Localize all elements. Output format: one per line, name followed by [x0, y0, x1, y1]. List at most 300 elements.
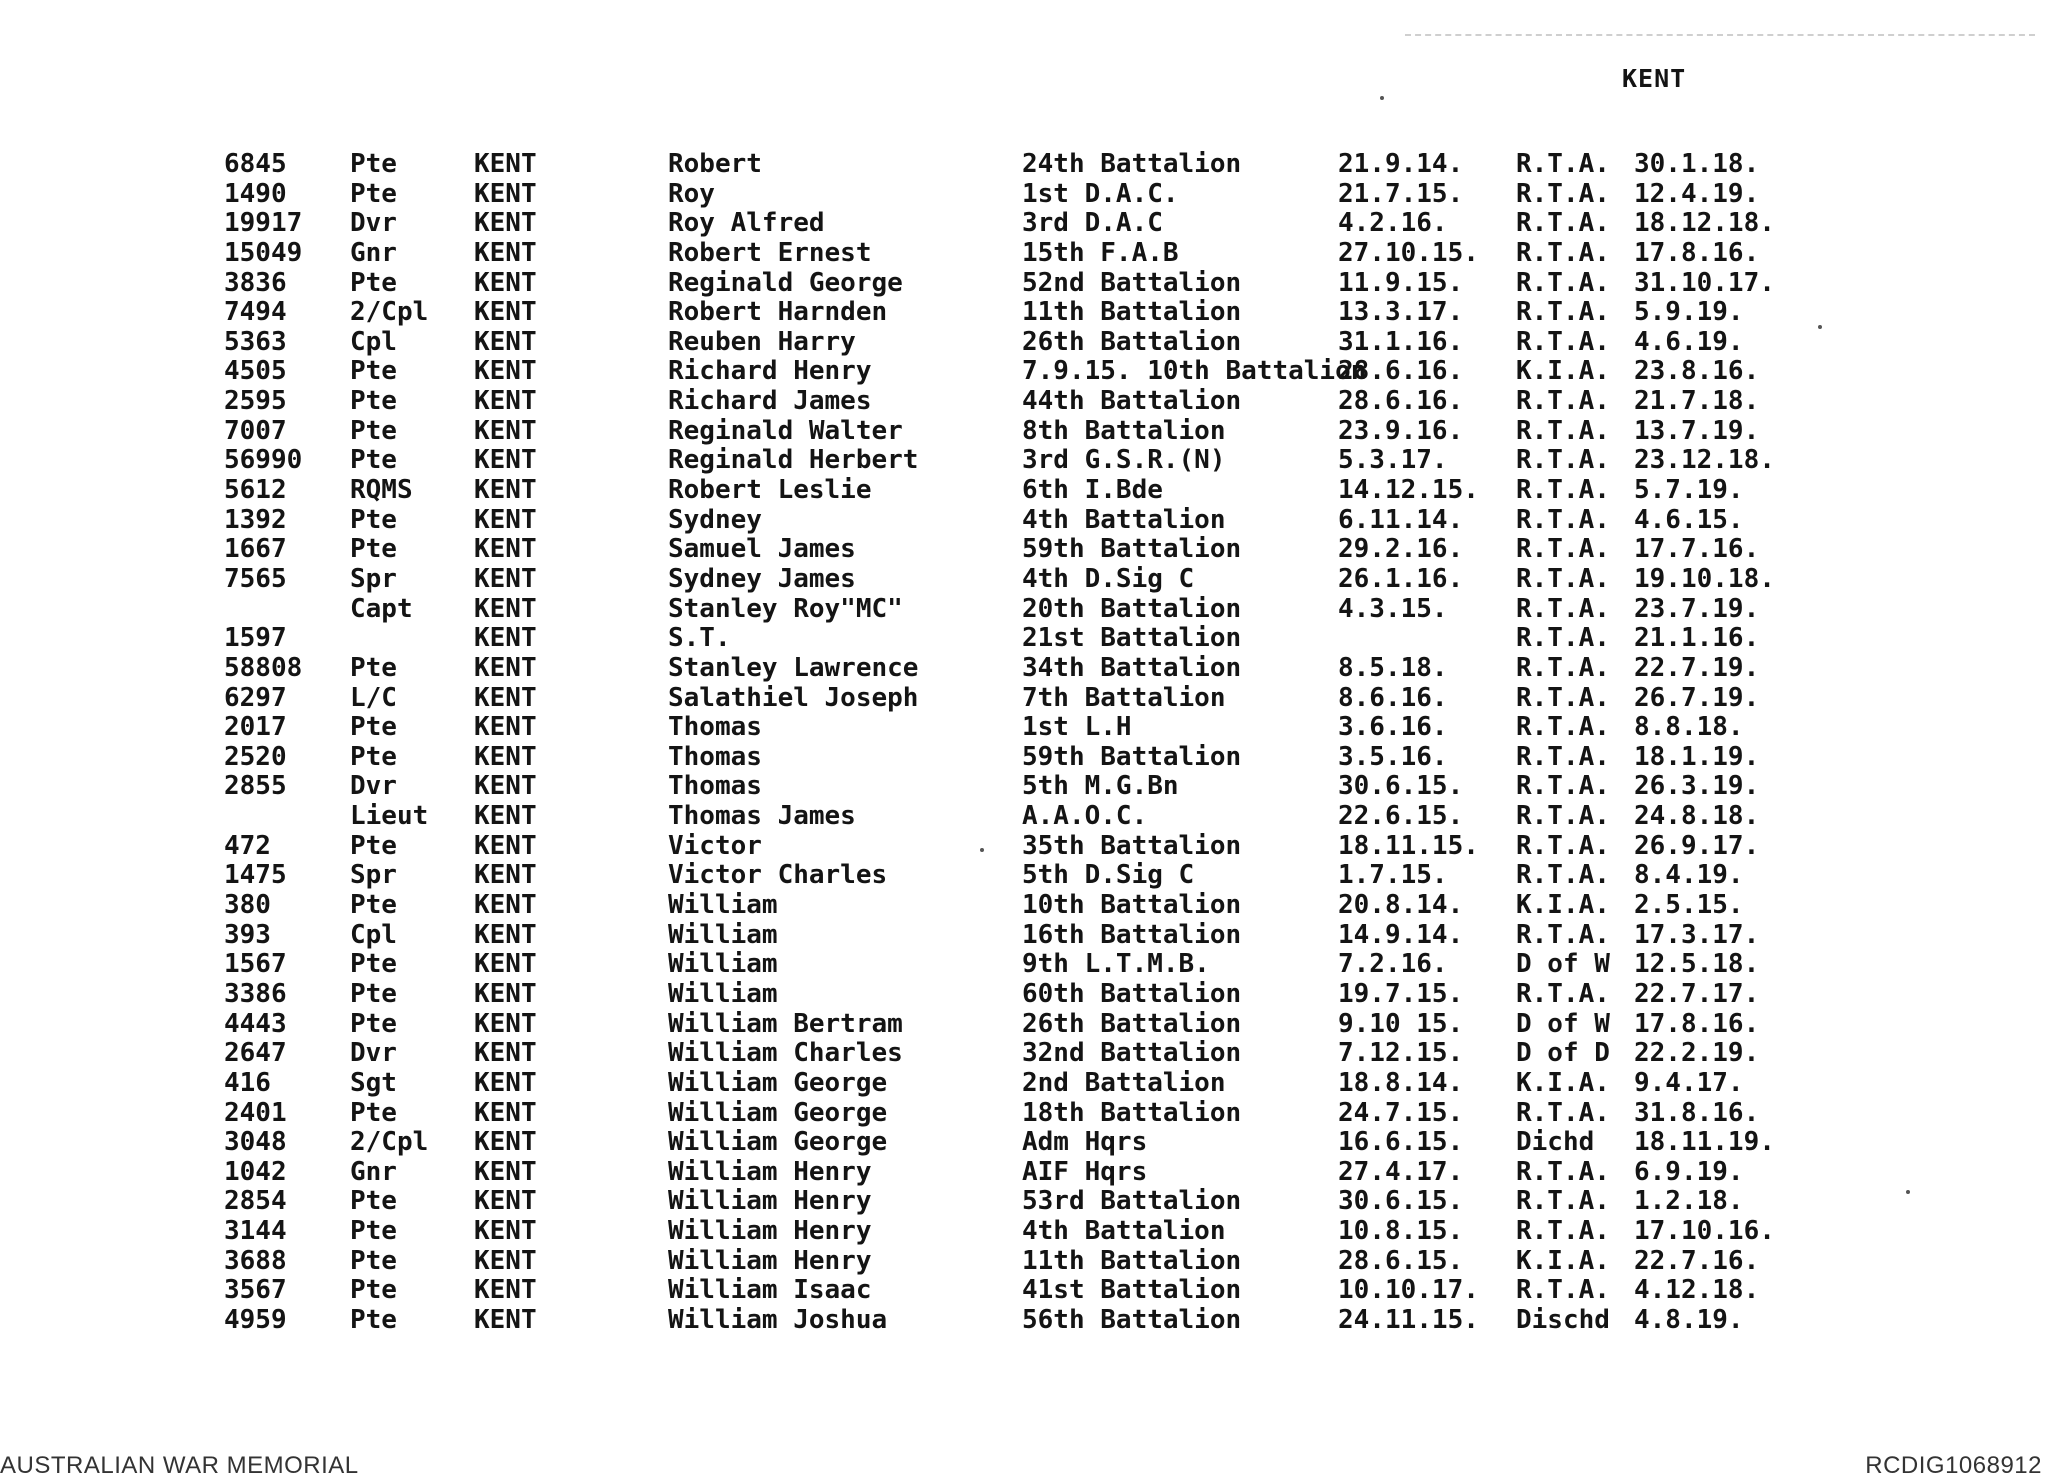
fate-date-cell: 8.8.18.: [1634, 712, 1744, 743]
service-number-cell: 2647: [224, 1038, 287, 1069]
rank-cell: Pte: [350, 534, 397, 565]
record-id-label: RCDIG1068912: [1865, 1452, 2042, 1479]
fate-cell: R.T.A.: [1516, 1186, 1610, 1217]
service-number-cell: 3048: [224, 1127, 287, 1158]
fate-date-cell: 22.7.16.: [1634, 1245, 1760, 1276]
surname-cell: KENT: [474, 1186, 537, 1217]
rank-cell: Pte: [350, 712, 397, 743]
surname-cell: KENT: [474, 623, 537, 654]
unit-cell: 5th M.G.Bn: [1022, 771, 1179, 802]
fate-date-cell: 17.8.16.: [1634, 1008, 1760, 1039]
surname-heading: KENT: [1622, 64, 1687, 93]
given-names-cell: William Bertram: [668, 1008, 903, 1039]
surname-cell: KENT: [474, 563, 537, 594]
enlistment-date-cell: 10.8.15.: [1338, 1216, 1464, 1247]
given-names-cell: Sydney James: [668, 563, 856, 594]
surname-cell: KENT: [474, 919, 537, 950]
enlistment-date-cell: 29.2.16.: [1338, 534, 1464, 565]
surname-cell: KENT: [474, 652, 537, 683]
service-number-cell: 1042: [224, 1156, 287, 1187]
unit-cell: 26th Battalion: [1022, 1008, 1242, 1039]
given-names-cell: Roy: [668, 178, 715, 209]
unit-cell: 4th D.Sig C: [1022, 563, 1195, 594]
unit-cell: 44th Battalion: [1022, 386, 1242, 417]
service-number-cell: 2855: [224, 771, 287, 802]
enlistment-date-cell: 3.5.16.: [1338, 741, 1448, 772]
fate-cell: R.T.A.: [1516, 682, 1610, 713]
rank-cell: Pte: [350, 356, 397, 387]
surname-cell: KENT: [474, 771, 537, 802]
service-number-cell: 4505: [224, 356, 287, 387]
fate-cell: R.T.A.: [1516, 801, 1610, 832]
surname-cell: KENT: [474, 682, 537, 713]
fate-cell: R.T.A.: [1516, 534, 1610, 565]
table-row: [224, 624, 1834, 654]
rank-cell: Pte: [350, 652, 397, 683]
service-number-cell: 380: [224, 890, 271, 921]
table-row: [224, 476, 1834, 506]
fate-cell: R.T.A.: [1516, 1216, 1610, 1247]
fate-date-cell: 4.12.18.: [1634, 1275, 1760, 1306]
fate-cell: R.T.A.: [1516, 445, 1610, 476]
enlistment-date-cell: 4.3.15.: [1338, 593, 1448, 624]
fate-cell: R.T.A.: [1516, 267, 1610, 298]
unit-cell: 35th Battalion: [1022, 830, 1242, 861]
surname-cell: KENT: [474, 237, 537, 268]
table-row: [224, 832, 1834, 862]
fate-cell: R.T.A.: [1516, 208, 1610, 239]
service-number-cell: 3386: [224, 978, 287, 1009]
rank-cell: Pte: [350, 504, 397, 535]
given-names-cell: William: [668, 949, 778, 980]
enlistment-date-cell: 19.7.15.: [1338, 978, 1464, 1009]
fate-date-cell: 24.8.18.: [1634, 801, 1760, 832]
given-names-cell: William: [668, 890, 778, 921]
enlistment-date-cell: 24.11.15.: [1338, 1304, 1479, 1335]
rank-cell: Spr: [350, 860, 397, 891]
service-number-cell: 58808: [224, 652, 303, 683]
rank-cell: Pte: [350, 445, 397, 476]
fate-cell: R.T.A.: [1516, 593, 1610, 624]
fate-date-cell: 22.2.19.: [1634, 1038, 1760, 1069]
enlistment-date-cell: 30.6.15.: [1338, 1186, 1464, 1217]
unit-cell: 2nd Battalion: [1022, 1067, 1226, 1098]
unit-cell: 1st L.H: [1022, 712, 1132, 743]
surname-cell: KENT: [474, 267, 537, 298]
enlistment-date-cell: 23.9.16.: [1338, 415, 1464, 446]
surname-cell: KENT: [474, 830, 537, 861]
table-row: [224, 239, 1834, 269]
service-number-cell: 6845: [224, 149, 287, 179]
rank-cell: Dvr: [350, 1038, 397, 1069]
fate-date-cell: 23.7.19.: [1634, 593, 1760, 624]
fate-date-cell: 17.3.17.: [1634, 919, 1760, 950]
fate-date-cell: 23.12.18.: [1634, 445, 1775, 476]
unit-cell: 7.9.15. 10th Battalion: [1022, 356, 1367, 387]
enlistment-date-cell: 24.7.15.: [1338, 1097, 1464, 1128]
enlistment-date-cell: 8.6.16.: [1338, 682, 1448, 713]
unit-cell: 4th Battalion: [1022, 1216, 1226, 1247]
fate-date-cell: 17.7.16.: [1634, 534, 1760, 565]
enlistment-date-cell: 5.3.17.: [1338, 445, 1448, 476]
table-row: [224, 772, 1834, 802]
fate-cell: R.T.A.: [1516, 415, 1610, 446]
given-names-cell: Reginald George: [668, 267, 903, 298]
rank-cell: Pte: [350, 741, 397, 772]
given-names-cell: William Isaac: [668, 1275, 872, 1306]
table-row: [224, 1099, 1834, 1129]
service-number-cell: 2520: [224, 741, 287, 772]
table-row: [224, 506, 1834, 536]
rank-cell: Capt: [350, 593, 413, 624]
scan-speck: [980, 848, 984, 852]
institution-label: AUSTRALIAN WAR MEMORIAL: [0, 1452, 359, 1479]
rank-cell: 2/Cpl: [350, 1127, 429, 1158]
fate-date-cell: 21.1.16.: [1634, 623, 1760, 654]
table-row: [224, 209, 1834, 239]
unit-cell: 59th Battalion: [1022, 534, 1242, 565]
given-names-cell: Thomas: [668, 712, 762, 743]
fate-cell: D of D: [1516, 1038, 1610, 1069]
unit-cell: 60th Battalion: [1022, 978, 1242, 1009]
given-names-cell: Richard Henry: [668, 356, 872, 387]
scan-speck: [1818, 325, 1822, 329]
service-number-cell: 6297: [224, 682, 287, 713]
unit-cell: 5th D.Sig C: [1022, 860, 1195, 891]
fate-date-cell: 17.10.16.: [1634, 1216, 1775, 1247]
enlistment-date-cell: 14.12.15.: [1338, 475, 1479, 506]
table-row: [224, 1158, 1834, 1188]
fate-date-cell: 5.9.19.: [1634, 297, 1744, 328]
surname-cell: KENT: [474, 1008, 537, 1039]
fate-date-cell: 31.10.17.: [1634, 267, 1775, 298]
unit-cell: 21st Battalion: [1022, 623, 1242, 654]
fate-date-cell: 26.7.19.: [1634, 682, 1760, 713]
enlistment-date-cell: 21.7.15.: [1338, 178, 1464, 209]
rank-cell: Pte: [350, 267, 397, 298]
fate-date-cell: 22.7.17.: [1634, 978, 1760, 1009]
given-names-cell: Victor: [668, 830, 762, 861]
table-row: [224, 150, 1834, 180]
rank-cell: Pte: [350, 1008, 397, 1039]
surname-cell: KENT: [474, 356, 537, 387]
enlistment-date-cell: 9.10 15.: [1338, 1008, 1464, 1039]
given-names-cell: William Joshua: [668, 1304, 888, 1335]
fate-date-cell: 6.9.19.: [1634, 1156, 1744, 1187]
fate-date-cell: 12.4.19.: [1634, 178, 1760, 209]
given-names-cell: Thomas: [668, 741, 762, 772]
table-row: [224, 417, 1834, 447]
fate-date-cell: 18.11.19.: [1634, 1127, 1775, 1158]
fate-date-cell: 13.7.19.: [1634, 415, 1760, 446]
surname-cell: KENT: [474, 386, 537, 417]
surname-cell: KENT: [474, 1275, 537, 1306]
table-row: [224, 595, 1834, 625]
surname-cell: KENT: [474, 1127, 537, 1158]
table-row: [224, 446, 1834, 476]
table-row: [224, 535, 1834, 565]
service-number-cell: 5363: [224, 326, 287, 357]
surname-cell: KENT: [474, 1304, 537, 1335]
given-names-cell: Salathiel Joseph: [668, 682, 919, 713]
rank-cell: Pte: [350, 1245, 397, 1276]
unit-cell: 3rd G.S.R.(N): [1022, 445, 1226, 476]
rank-cell: Pte: [350, 415, 397, 446]
rank-cell: Dvr: [350, 208, 397, 239]
surname-cell: KENT: [474, 741, 537, 772]
fate-date-cell: 8.4.19.: [1634, 860, 1744, 891]
table-row: [224, 298, 1834, 328]
given-names-cell: William Henry: [668, 1156, 872, 1187]
service-number-cell: 4959: [224, 1304, 287, 1335]
unit-cell: Adm Hqrs: [1022, 1127, 1148, 1158]
enlistment-date-cell: 22.6.15.: [1338, 801, 1464, 832]
surname-cell: KENT: [474, 1245, 537, 1276]
surname-cell: KENT: [474, 801, 537, 832]
given-names-cell: S.T.: [668, 623, 731, 654]
fate-cell: R.T.A.: [1516, 149, 1610, 179]
rank-cell: Cpl: [350, 919, 397, 950]
service-number-cell: 1667: [224, 534, 287, 565]
given-names-cell: Reuben Harry: [668, 326, 856, 357]
given-names-cell: Robert Harnden: [668, 297, 888, 328]
enlistment-date-cell: 30.6.15.: [1338, 771, 1464, 802]
unit-cell: 7th Battalion: [1022, 682, 1226, 713]
enlistment-date-cell: 7.2.16.: [1338, 949, 1448, 980]
unit-cell: 1st D.A.C.: [1022, 178, 1179, 209]
unit-cell: 20th Battalion: [1022, 593, 1242, 624]
rank-cell: Pte: [350, 1275, 397, 1306]
service-number-cell: 19917: [224, 208, 303, 239]
table-row: [224, 1306, 1834, 1336]
unit-cell: 9th L.T.M.B.: [1022, 949, 1210, 980]
enlistment-date-cell: 3.6.16.: [1338, 712, 1448, 743]
surname-cell: KENT: [474, 208, 537, 239]
unit-cell: 8th Battalion: [1022, 415, 1226, 446]
unit-cell: 59th Battalion: [1022, 741, 1242, 772]
table-row: [224, 950, 1834, 980]
fate-date-cell: 19.10.18.: [1634, 563, 1775, 594]
service-number-cell: 2017: [224, 712, 287, 743]
surname-cell: KENT: [474, 534, 537, 565]
enlistment-date-cell: 4.2.16.: [1338, 208, 1448, 239]
unit-cell: 24th Battalion: [1022, 149, 1242, 179]
surname-cell: KENT: [474, 1038, 537, 1069]
fate-cell: R.T.A.: [1516, 978, 1610, 1009]
unit-cell: 56th Battalion: [1022, 1304, 1242, 1335]
fate-date-cell: 4.8.19.: [1634, 1304, 1744, 1335]
given-names-cell: Stanley Lawrence: [668, 652, 919, 683]
enlistment-date-cell: 28.6.15.: [1338, 1245, 1464, 1276]
surname-cell: KENT: [474, 949, 537, 980]
surname-cell: KENT: [474, 149, 537, 179]
table-row: [224, 980, 1834, 1010]
surname-cell: KENT: [474, 593, 537, 624]
table-row: [224, 1010, 1834, 1040]
fate-cell: K.I.A.: [1516, 1245, 1610, 1276]
unit-cell: 11th Battalion: [1022, 297, 1242, 328]
fate-cell: R.T.A.: [1516, 1275, 1610, 1306]
surname-cell: KENT: [474, 890, 537, 921]
table-row: [224, 180, 1834, 210]
enlistment-date-cell: 1.7.15.: [1338, 860, 1448, 891]
rank-cell: Pte: [350, 978, 397, 1009]
unit-cell: 34th Battalion: [1022, 652, 1242, 683]
given-names-cell: William Henry: [668, 1216, 872, 1247]
unit-cell: 32nd Battalion: [1022, 1038, 1242, 1069]
service-number-cell: 416: [224, 1067, 271, 1098]
unit-cell: 10th Battalion: [1022, 890, 1242, 921]
fate-cell: R.T.A.: [1516, 326, 1610, 357]
rank-cell: Pte: [350, 1216, 397, 1247]
table-row: [224, 684, 1834, 714]
service-number-cell: 3567: [224, 1275, 287, 1306]
table-row: [224, 1276, 1834, 1306]
service-number-cell: 1597: [224, 623, 287, 654]
surname-cell: KENT: [474, 978, 537, 1009]
fate-cell: D of W: [1516, 1008, 1610, 1039]
service-number-cell: 7494: [224, 297, 287, 328]
unit-cell: 4th Battalion: [1022, 504, 1226, 535]
given-names-cell: William Henry: [668, 1186, 872, 1217]
enlistment-date-cell: 20.8.14.: [1338, 890, 1464, 921]
enlistment-date-cell: 28.6.16.: [1338, 386, 1464, 417]
fate-date-cell: 26.9.17.: [1634, 830, 1760, 861]
table-row: [224, 357, 1834, 387]
table-row: [224, 387, 1834, 417]
fate-cell: R.T.A.: [1516, 563, 1610, 594]
given-names-cell: William Henry: [668, 1245, 872, 1276]
fate-date-cell: 18.12.18.: [1634, 208, 1775, 239]
rank-cell: Pte: [350, 1304, 397, 1335]
table-row: [224, 565, 1834, 595]
rank-cell: Pte: [350, 1186, 397, 1217]
rank-cell: Spr: [350, 563, 397, 594]
service-number-cell: 5612: [224, 475, 287, 506]
unit-cell: 15th F.A.B: [1022, 237, 1179, 268]
surname-cell: KENT: [474, 504, 537, 535]
service-number-cell: 3144: [224, 1216, 287, 1247]
table-row: [224, 921, 1834, 951]
fate-cell: R.T.A.: [1516, 1097, 1610, 1128]
fate-cell: K.I.A.: [1516, 1067, 1610, 1098]
rank-cell: Cpl: [350, 326, 397, 357]
rank-cell: Pte: [350, 1097, 397, 1128]
service-number-cell: 1490: [224, 178, 287, 209]
rank-cell: Pte: [350, 949, 397, 980]
enlistment-date-cell: 28.6.16.: [1338, 356, 1464, 387]
fate-cell: R.T.A.: [1516, 860, 1610, 891]
fate-date-cell: 2.5.15.: [1634, 890, 1744, 921]
rank-cell: Sgt: [350, 1067, 397, 1098]
table-row: [224, 1039, 1834, 1069]
enlistment-date-cell: 26.1.16.: [1338, 563, 1464, 594]
enlistment-date-cell: 8.5.18.: [1338, 652, 1448, 683]
enlistment-date-cell: 18.8.14.: [1338, 1067, 1464, 1098]
service-number-cell: 4443: [224, 1008, 287, 1039]
scan-speck: [1380, 96, 1384, 100]
fate-cell: R.T.A.: [1516, 386, 1610, 417]
table-row: [224, 1247, 1834, 1277]
surname-cell: KENT: [474, 1156, 537, 1187]
given-names-cell: Roy Alfred: [668, 208, 825, 239]
fate-date-cell: 4.6.15.: [1634, 504, 1744, 535]
service-number-cell: 2401: [224, 1097, 287, 1128]
rank-cell: 2/Cpl: [350, 297, 429, 328]
enlistment-date-cell: 27.4.17.: [1338, 1156, 1464, 1187]
given-names-cell: William George: [668, 1127, 888, 1158]
service-number-cell: 1567: [224, 949, 287, 980]
fate-cell: R.T.A.: [1516, 712, 1610, 743]
given-names-cell: Thomas James: [668, 801, 856, 832]
given-names-cell: Richard James: [668, 386, 872, 417]
given-names-cell: Stanley Roy"MC": [668, 593, 903, 624]
unit-cell: 26th Battalion: [1022, 326, 1242, 357]
surname-cell: KENT: [474, 178, 537, 209]
table-row: [224, 269, 1834, 299]
service-number-cell: 472: [224, 830, 271, 861]
service-number-cell: 15049: [224, 237, 303, 268]
fate-date-cell: 9.4.17.: [1634, 1067, 1744, 1098]
table-row: [224, 713, 1834, 743]
fate-date-cell: 12.5.18.: [1634, 949, 1760, 980]
enlistment-date-cell: 16.6.15.: [1338, 1127, 1464, 1158]
fate-cell: R.T.A.: [1516, 1156, 1610, 1187]
enlistment-date-cell: 6.11.14.: [1338, 504, 1464, 535]
fate-cell: R.T.A.: [1516, 623, 1610, 654]
fate-date-cell: 22.7.19.: [1634, 652, 1760, 683]
given-names-cell: Reginald Walter: [668, 415, 903, 446]
enlistment-date-cell: 31.1.16.: [1338, 326, 1464, 357]
surname-cell: KENT: [474, 860, 537, 891]
given-names-cell: William George: [668, 1067, 888, 1098]
fate-cell: R.T.A.: [1516, 741, 1610, 772]
given-names-cell: William: [668, 919, 778, 950]
fate-date-cell: 23.8.16.: [1634, 356, 1760, 387]
rank-cell: Pte: [350, 890, 397, 921]
service-number-cell: 7007: [224, 415, 287, 446]
rank-cell: Pte: [350, 149, 397, 179]
unit-cell: A.A.O.C.: [1022, 801, 1148, 832]
nominal-roll-table: [224, 150, 1834, 1336]
fate-date-cell: 4.6.19.: [1634, 326, 1744, 357]
given-names-cell: Sydney: [668, 504, 762, 535]
given-names-cell: Thomas: [668, 771, 762, 802]
fate-cell: Dischd: [1516, 1304, 1610, 1335]
fate-cell: K.I.A.: [1516, 356, 1610, 387]
service-number-cell: 2595: [224, 386, 287, 417]
rank-cell: Lieut: [350, 801, 429, 832]
given-names-cell: Samuel James: [668, 534, 856, 565]
fate-cell: R.T.A.: [1516, 919, 1610, 950]
rank-cell: Pte: [350, 386, 397, 417]
unit-cell: 52nd Battalion: [1022, 267, 1242, 298]
fate-cell: D of W: [1516, 949, 1610, 980]
rank-cell: Gnr: [350, 237, 397, 268]
unit-cell: 53rd Battalion: [1022, 1186, 1242, 1217]
given-names-cell: William George: [668, 1097, 888, 1128]
fate-cell: R.T.A.: [1516, 475, 1610, 506]
fate-cell: R.T.A.: [1516, 178, 1610, 209]
service-number-cell: 1392: [224, 504, 287, 535]
rank-cell: Gnr: [350, 1156, 397, 1187]
fate-date-cell: 5.7.19.: [1634, 475, 1744, 506]
table-row: [224, 861, 1834, 891]
surname-cell: KENT: [474, 712, 537, 743]
fate-date-cell: 18.1.19.: [1634, 741, 1760, 772]
table-row: [224, 328, 1834, 358]
fate-cell: R.T.A.: [1516, 830, 1610, 861]
